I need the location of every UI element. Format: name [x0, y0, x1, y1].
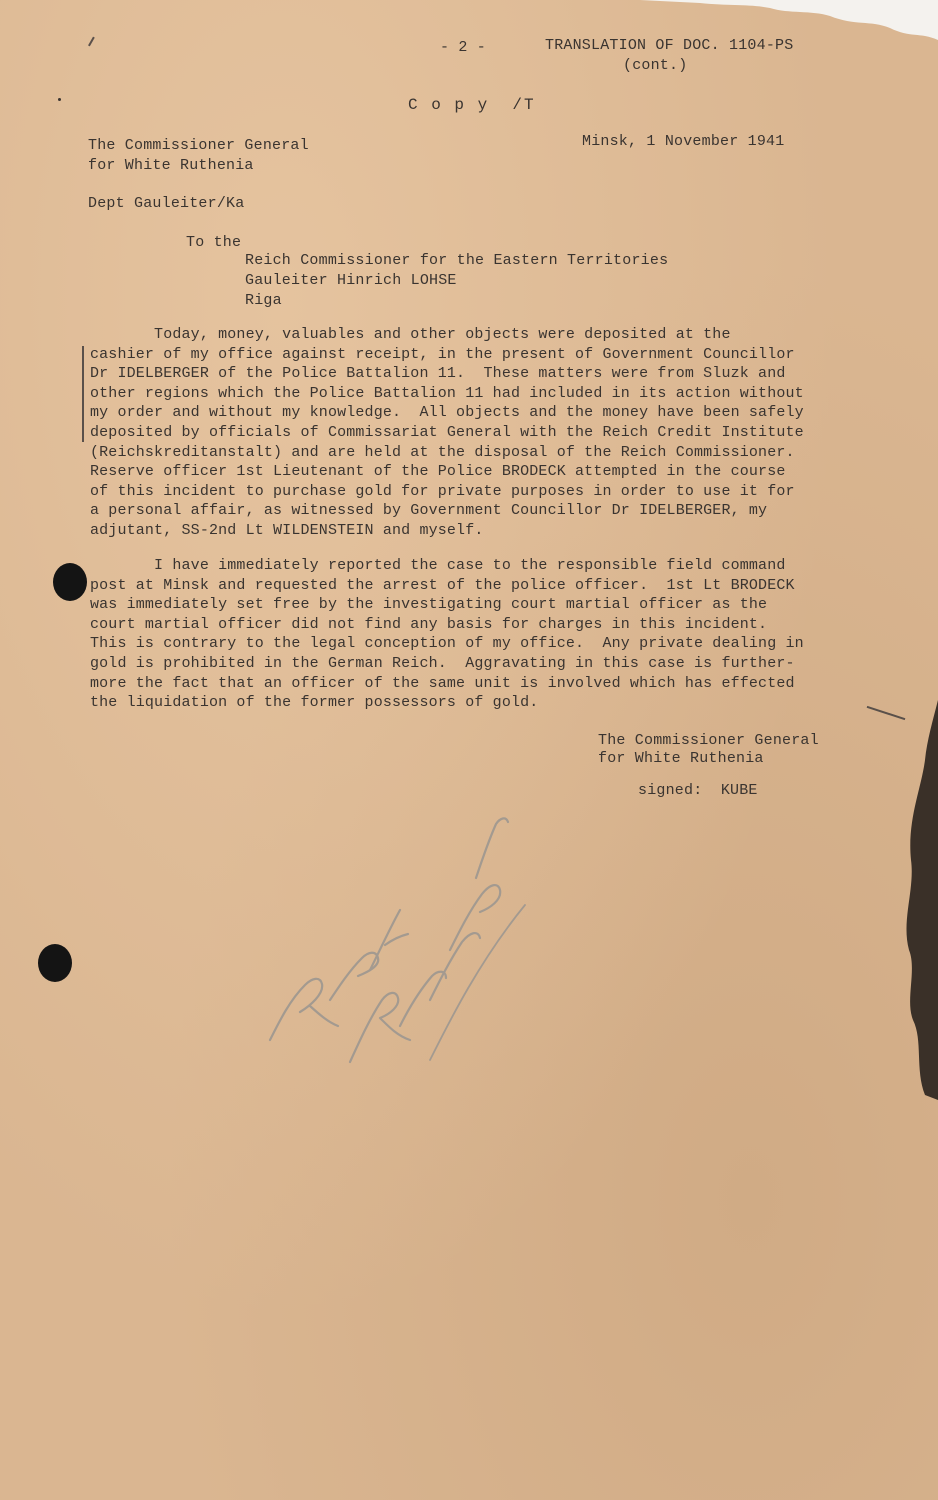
paragraph-line: cashier of my office against receipt, in the present of Government Councillor — [90, 345, 795, 363]
paragraph-line: my order and without my knowledge. All objects and the money have been safely — [90, 404, 804, 422]
paragraph-line: court martial officer did not find any basis for charges in this incident. — [90, 615, 768, 633]
page-number: - 2 - — [440, 39, 487, 56]
paragraph-2 — [90, 556, 870, 713]
copy-mark: C o p y /T — [408, 96, 536, 114]
recipient-to: To the — [186, 234, 242, 251]
paragraph-line: the liquidation of the former possessors of gold. — [90, 694, 539, 712]
paragraph-line: a personal affair, as witnessed by Government Councillor Dr IDELBERGER, my — [90, 502, 768, 520]
sender-line1: The Commissioner General — [88, 137, 309, 154]
paragraph-line: Dr IDELBERGER of the Police Battalion 11. These matters were from Sluzk and — [90, 365, 786, 383]
stray-mark — [58, 98, 61, 101]
paragraph-line: of this incident to purchase gold for private purposes in order to use it for — [90, 482, 795, 500]
paragraph-1 — [90, 325, 870, 541]
paragraph-line: was immediately set free by the investigating court martial officer as the — [90, 596, 768, 614]
handwritten-pencil-note — [250, 800, 550, 1100]
sender-line2: for White Ruthenia — [88, 157, 254, 174]
paragraph-line: (Reichskreditanstalt) and are held at the disposal of the Reich Commissioner. — [90, 443, 795, 461]
stray-mark — [88, 37, 100, 50]
department-ref: Dept Gauleiter/Ka — [88, 195, 245, 212]
translation-heading: TRANSLATION OF DOC. 1104-PS — [545, 37, 794, 54]
margin-bracket — [82, 346, 84, 442]
signature-line2: for White Ruthenia — [598, 750, 764, 767]
punch-hole-top — [53, 563, 87, 601]
edge-damage — [895, 700, 938, 1100]
paragraph-line: Today, money, valuables and other objects were deposited at the — [90, 326, 731, 343]
paragraph-line: adjutant, SS-2nd Lt WILDENSTEIN and myself. — [90, 521, 484, 539]
paragraph-line: I have immediately reported the case to the responsible field command — [90, 557, 786, 574]
paragraph-line: other regions which the Police Battalion 11 had included in its action without — [90, 384, 804, 402]
paragraph-line: This is contrary to the legal conception of my office. Any private dealing in — [90, 635, 804, 653]
paragraph-line: post at Minsk and requested the arrest of the police officer. 1st Lt BRODECK — [90, 576, 795, 594]
recipient-line2: Gauleiter Hinrich LOHSE — [245, 272, 457, 289]
signature-signed: signed: KUBE — [638, 782, 758, 799]
paragraph-line: Reserve officer 1st Lieutenant of the Police BRODECK attempted in the course — [90, 463, 786, 481]
punch-hole-bottom — [38, 944, 72, 982]
letter-date: Minsk, 1 November 1941 — [582, 133, 785, 150]
paragraph-line: more the fact that an officer of the same unit is involved which has effected — [90, 674, 795, 692]
paragraph-line: gold is prohibited in the German Reich. Aggravating in this case is further- — [90, 654, 795, 672]
translation-cont: (cont.) — [623, 57, 688, 74]
signature-line1: The Commissioner General — [598, 732, 819, 749]
paragraph-line: deposited by officials of Commissariat General with the Reich Credit Institute — [90, 423, 804, 441]
recipient-line1: Reich Commissioner for the Eastern Territories — [245, 252, 669, 269]
recipient-line3: Riga — [245, 292, 282, 309]
